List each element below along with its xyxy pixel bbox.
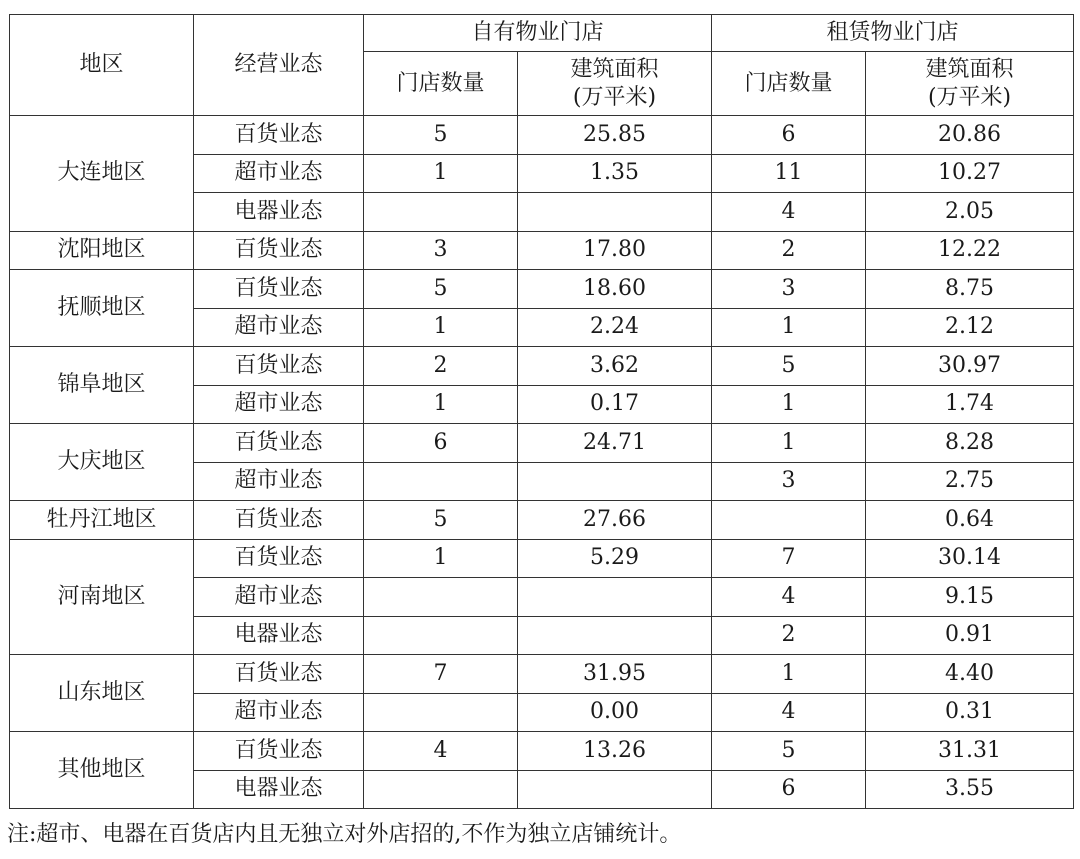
owned-area-cell: 0.17 <box>518 385 712 424</box>
format-cell: 超市业态 <box>194 308 364 347</box>
leased-area-cell: 12.22 <box>866 231 1074 270</box>
leased-count-cell: 5 <box>712 347 866 386</box>
table-row <box>10 501 1074 540</box>
header-owned-area-line2: (万平米) <box>572 84 657 110</box>
region-cell: 其他地区 <box>10 732 194 809</box>
leased-area-cell: 8.75 <box>866 270 1074 309</box>
leased-count-cell: 3 <box>712 462 866 501</box>
leased-area-cell: 30.97 <box>866 347 1074 386</box>
owned-count-cell: 1 <box>364 154 518 193</box>
owned-area-cell: 27.66 <box>518 501 712 540</box>
format-cell: 百货业态 <box>194 116 364 155</box>
leased-area-cell: 8.28 <box>866 424 1074 463</box>
owned-area-cell <box>518 616 712 655</box>
leased-area-cell: 20.86 <box>866 116 1074 155</box>
format-cell: 超市业态 <box>194 693 364 732</box>
region-cell: 锦阜地区 <box>10 347 194 424</box>
format-cell: 超市业态 <box>194 154 364 193</box>
owned-area-cell: 31.95 <box>518 655 712 694</box>
header-leased-area-line1: 建筑面积 <box>925 56 1014 82</box>
leased-count-cell: 5 <box>712 732 866 771</box>
leased-count-cell: 2 <box>712 231 866 270</box>
table-row <box>10 270 1074 309</box>
format-cell: 百货业态 <box>194 655 364 694</box>
format-cell: 百货业态 <box>194 539 364 578</box>
region-cell: 山东地区 <box>10 655 194 732</box>
leased-count-cell <box>712 501 866 540</box>
header-region: 地区 <box>10 15 194 116</box>
store-table <box>9 14 1074 809</box>
owned-count-cell: 1 <box>364 539 518 578</box>
leased-count-cell: 3 <box>712 270 866 309</box>
owned-area-cell: 1.35 <box>518 154 712 193</box>
owned-area-cell: 2.24 <box>518 308 712 347</box>
table-row <box>10 732 1074 771</box>
leased-area-cell: 2.12 <box>866 308 1074 347</box>
owned-count-cell <box>364 462 518 501</box>
leased-count-cell: 4 <box>712 578 866 617</box>
format-cell: 电器业态 <box>194 770 364 809</box>
leased-count-cell: 2 <box>712 616 866 655</box>
format-cell: 电器业态 <box>194 193 364 232</box>
owned-area-cell: 17.80 <box>518 231 712 270</box>
header-format: 经营业态 <box>194 15 364 116</box>
header-owned-count: 门店数量 <box>364 52 518 116</box>
leased-area-cell: 0.31 <box>866 693 1074 732</box>
header-leased-area-line2: (万平米) <box>927 84 1012 110</box>
format-cell: 电器业态 <box>194 616 364 655</box>
owned-area-cell: 5.29 <box>518 539 712 578</box>
header-leased-count: 门店数量 <box>712 52 866 116</box>
owned-area-cell: 18.60 <box>518 270 712 309</box>
owned-area-cell <box>518 193 712 232</box>
owned-count-cell: 6 <box>364 424 518 463</box>
leased-area-cell: 31.31 <box>866 732 1074 771</box>
owned-area-cell: 3.62 <box>518 347 712 386</box>
leased-count-cell: 11 <box>712 154 866 193</box>
leased-area-cell: 4.40 <box>866 655 1074 694</box>
owned-count-cell: 5 <box>364 116 518 155</box>
header-owned: 自有物业门店 <box>364 15 712 52</box>
header-row-1 <box>10 15 1074 52</box>
owned-area-cell: 0.00 <box>518 693 712 732</box>
leased-area-cell: 10.27 <box>866 154 1074 193</box>
leased-area-cell: 0.64 <box>866 501 1074 540</box>
leased-area-cell: 1.74 <box>866 385 1074 424</box>
format-cell: 百货业态 <box>194 270 364 309</box>
region-cell: 抚顺地区 <box>10 270 194 347</box>
leased-area-cell: 30.14 <box>866 539 1074 578</box>
leased-area-cell: 3.55 <box>866 770 1074 809</box>
leased-area-cell: 2.75 <box>866 462 1074 501</box>
owned-count-cell: 5 <box>364 270 518 309</box>
table-row <box>10 539 1074 578</box>
region-cell: 大连地区 <box>10 116 194 232</box>
format-cell: 超市业态 <box>194 578 364 617</box>
owned-area-cell <box>518 770 712 809</box>
leased-count-cell: 1 <box>712 308 866 347</box>
owned-count-cell: 4 <box>364 732 518 771</box>
format-cell: 百货业态 <box>194 732 364 771</box>
leased-count-cell: 1 <box>712 655 866 694</box>
footnote: 注:超市、电器在百货店内且无独立对外店招的,不作为独立店铺统计。 <box>7 822 682 847</box>
leased-area-cell: 0.91 <box>866 616 1074 655</box>
table-row <box>10 347 1074 386</box>
owned-count-cell <box>364 770 518 809</box>
owned-count-cell: 7 <box>364 655 518 694</box>
owned-count-cell <box>364 693 518 732</box>
leased-area-cell: 9.15 <box>866 578 1074 617</box>
leased-count-cell: 4 <box>712 193 866 232</box>
owned-area-cell <box>518 578 712 617</box>
table-row <box>10 655 1074 694</box>
region-cell: 牡丹江地区 <box>10 501 194 540</box>
table-row <box>10 424 1074 463</box>
leased-count-cell: 6 <box>712 770 866 809</box>
owned-area-cell <box>518 462 712 501</box>
header-leased: 租赁物业门店 <box>712 15 1074 52</box>
table-row <box>10 116 1074 155</box>
table-row <box>10 231 1074 270</box>
header-owned-area-line1: 建筑面积 <box>570 56 659 82</box>
leased-count-cell: 4 <box>712 693 866 732</box>
format-cell: 百货业态 <box>194 424 364 463</box>
owned-count-cell: 5 <box>364 501 518 540</box>
owned-count-cell <box>364 578 518 617</box>
owned-count-cell: 2 <box>364 347 518 386</box>
owned-count-cell: 3 <box>364 231 518 270</box>
owned-count-cell <box>364 193 518 232</box>
owned-area-cell: 25.85 <box>518 116 712 155</box>
table-body <box>10 15 1074 809</box>
owned-count-cell: 1 <box>364 385 518 424</box>
format-cell: 超市业态 <box>194 385 364 424</box>
owned-count-cell <box>364 616 518 655</box>
owned-count-cell: 1 <box>364 308 518 347</box>
format-cell: 超市业态 <box>194 462 364 501</box>
region-cell: 河南地区 <box>10 539 194 655</box>
header-leased-area <box>866 52 1074 116</box>
region-cell: 大庆地区 <box>10 424 194 501</box>
owned-area-cell: 24.71 <box>518 424 712 463</box>
header-owned-area <box>518 52 712 116</box>
leased-area-cell: 2.05 <box>866 193 1074 232</box>
owned-area-cell: 13.26 <box>518 732 712 771</box>
format-cell: 百货业态 <box>194 347 364 386</box>
leased-count-cell: 1 <box>712 385 866 424</box>
format-cell: 百货业态 <box>194 501 364 540</box>
leased-count-cell: 1 <box>712 424 866 463</box>
leased-count-cell: 7 <box>712 539 866 578</box>
region-cell: 沈阳地区 <box>10 231 194 270</box>
format-cell: 百货业态 <box>194 231 364 270</box>
leased-count-cell: 6 <box>712 116 866 155</box>
